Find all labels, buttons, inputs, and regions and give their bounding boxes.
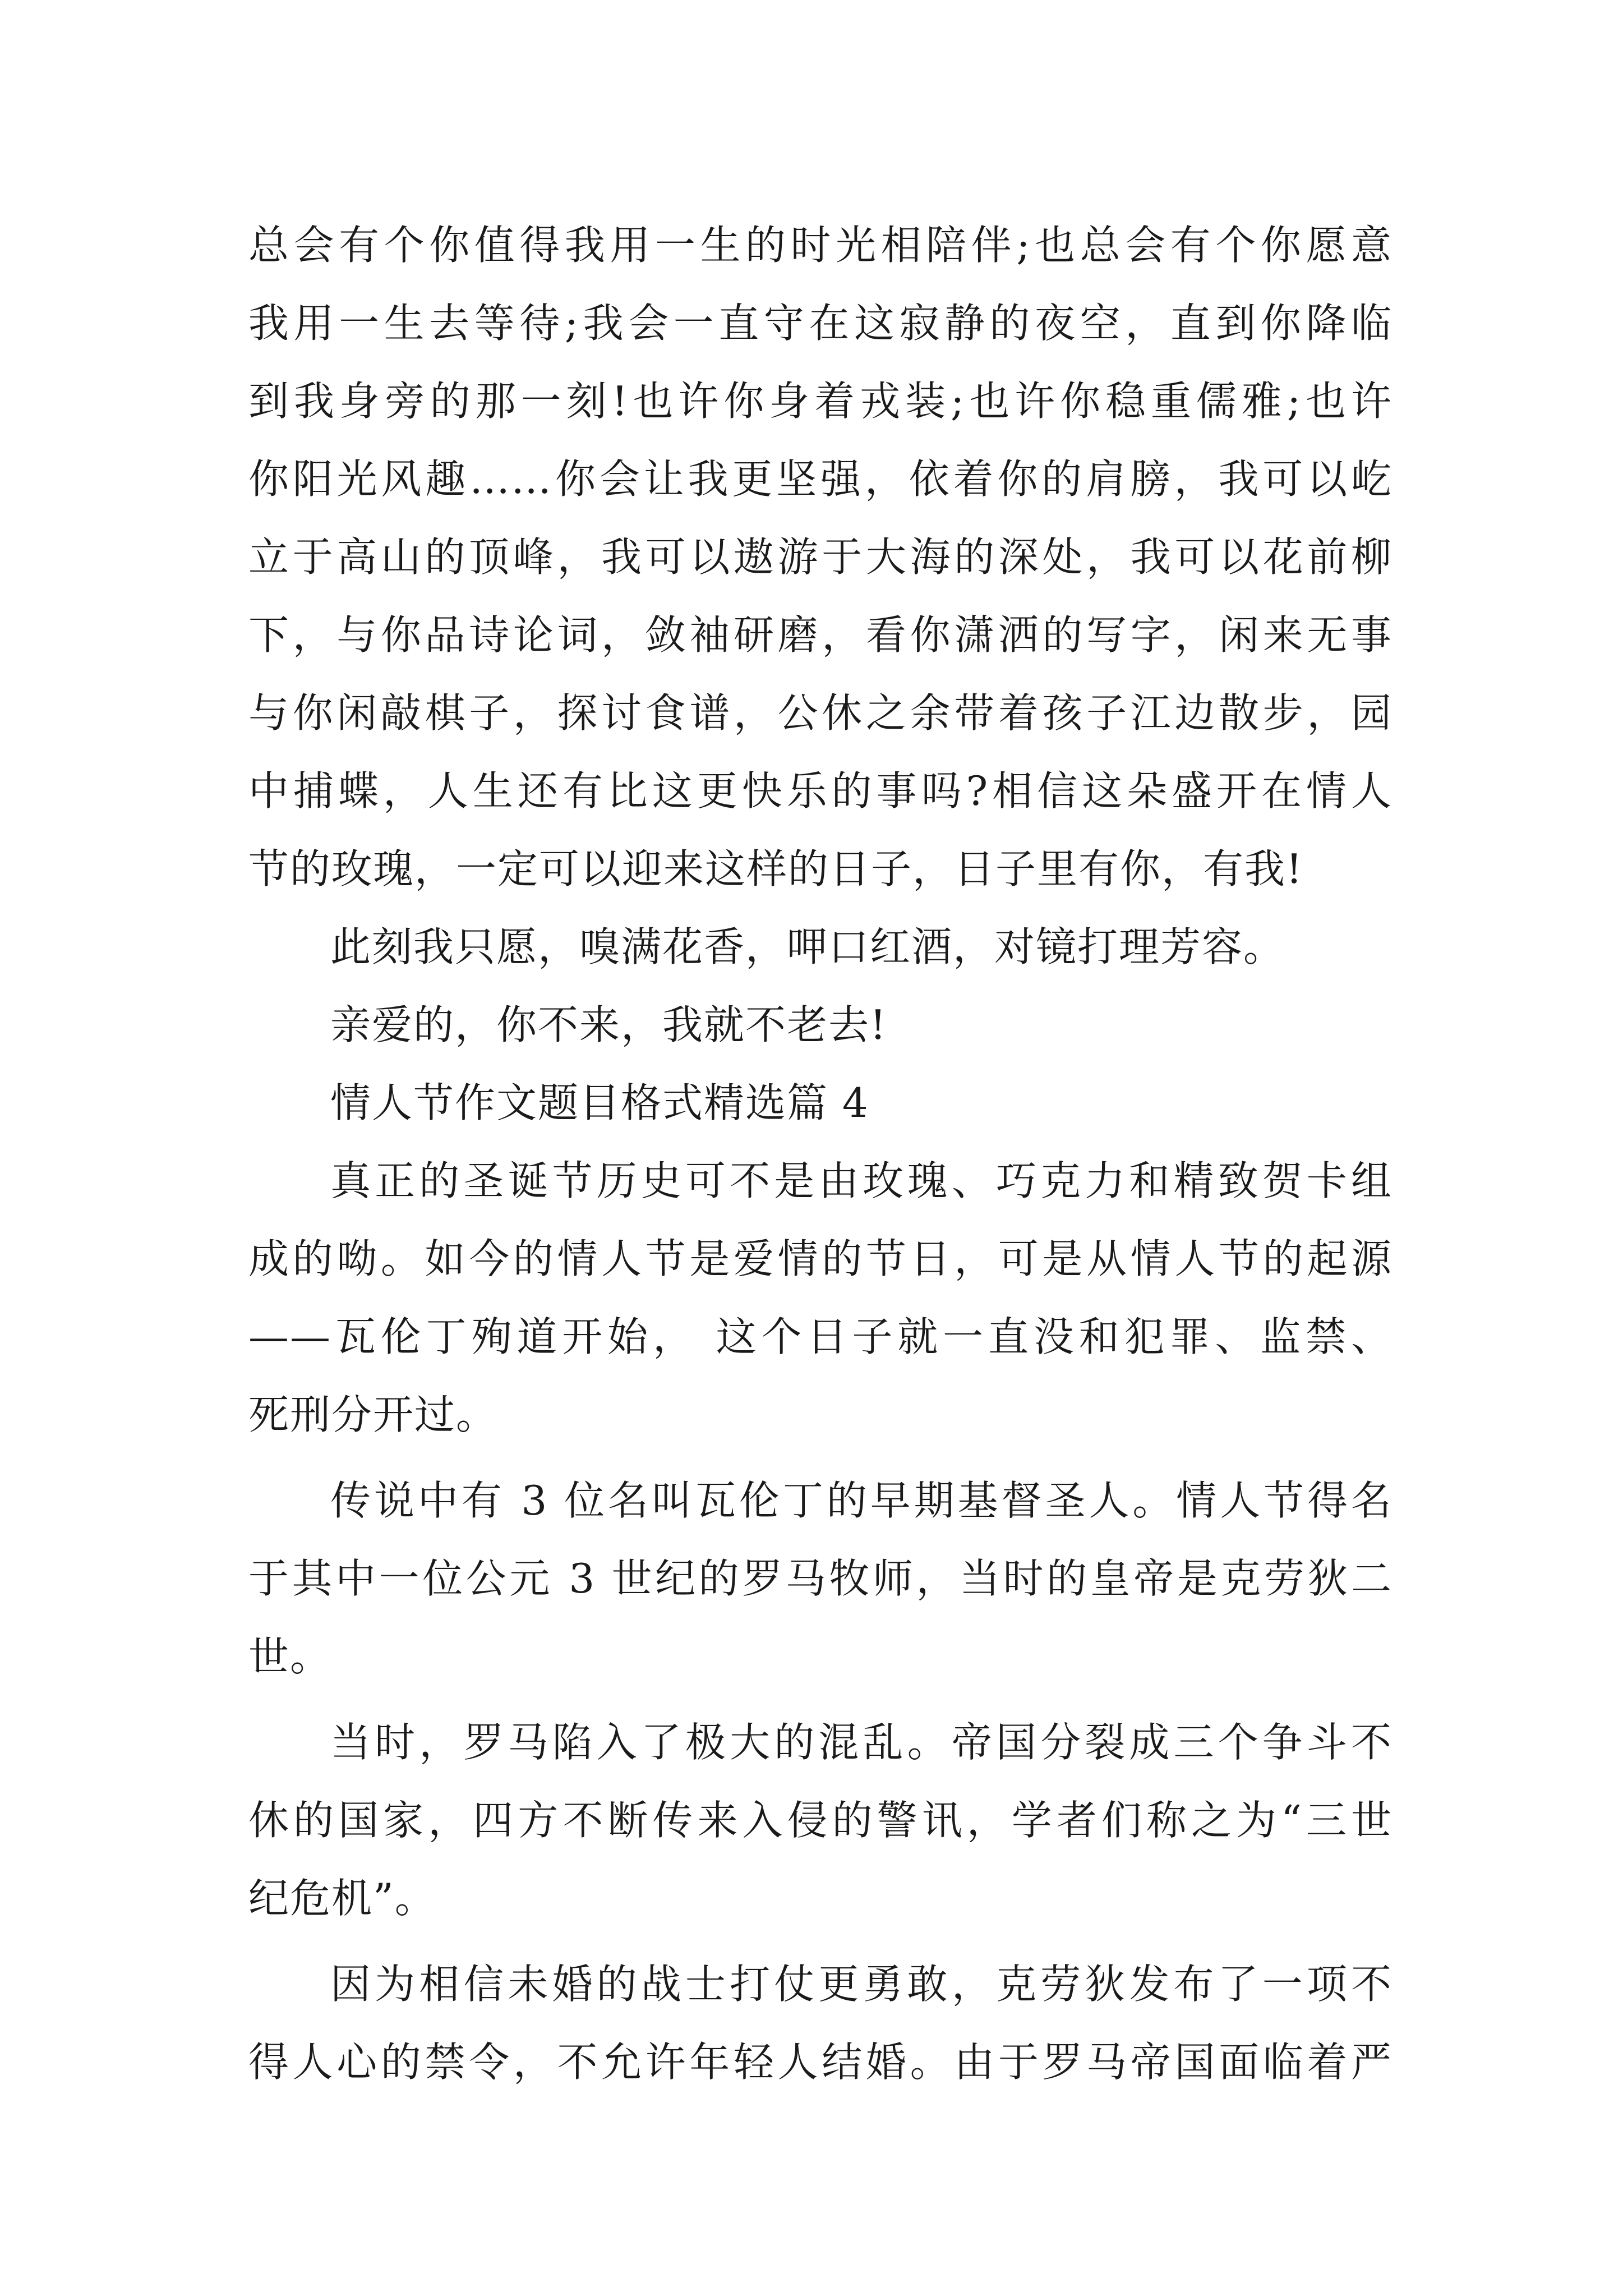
text-line: 下，与你品诗论词，敛袖研磨，看你潇洒的写字，闲来无事 xyxy=(248,611,1393,659)
paragraph xyxy=(248,908,1393,986)
section-heading xyxy=(248,1064,1393,1142)
paragraph xyxy=(248,1142,1393,1454)
document-body xyxy=(248,206,1393,2101)
text-line: 死刑分开过。 xyxy=(248,1391,498,1438)
paragraph xyxy=(248,1462,1393,1696)
text-line: 世。 xyxy=(248,1633,332,1680)
paragraph xyxy=(248,1704,1393,1938)
text-line: 中捕蝶，人生还有比这更快乐的事吗?相信这朵盛开在情人 xyxy=(248,767,1393,815)
text-line: 我用一生去等待;我会一直守在这寂静的夜空，直到你降临 xyxy=(248,300,1393,347)
text-line: 你阳光风趣……你会让我更坚强，依着你的肩膀，我可以屹 xyxy=(248,455,1393,503)
text-line: 休的国家，四方不断传来入侵的警讯，学者们称之为“三世 xyxy=(248,1797,1393,1844)
heading-text: 情人节作文题目格式精选篇 4 xyxy=(330,1079,869,1126)
text-line: 当时，罗马陷入了极大的混乱。帝国分裂成三个争斗不 xyxy=(330,1719,1393,1766)
text-line: ——瓦伦丁殉道开始， 这个日子就一直没和犯罪、监禁、 xyxy=(248,1313,1393,1360)
paragraph xyxy=(248,1945,1393,2101)
text-line: 真正的圣诞节历史可不是由玫瑰、巧克力和精致贺卡组 xyxy=(330,1157,1393,1204)
text-line: 立于高山的顶峰，我可以遨游于大海的深处，我可以花前柳 xyxy=(248,533,1393,581)
text-line: 因为相信未婚的战士打仗更勇敢，克劳狄发布了一项不 xyxy=(330,1961,1393,2008)
text-line: 到我身旁的那一刻!也许你身着戎装;也许你稳重儒雅;也许 xyxy=(248,378,1393,425)
paragraph-continued xyxy=(248,206,1393,908)
text-line: 纪危机”。 xyxy=(248,1875,436,1922)
text-line: 此刻我只愿，嗅满花香，呷口红酒，对镜打理芳容。 xyxy=(330,923,1285,970)
text-line: 总会有个你值得我用一生的时光相陪伴;也总会有个你愿意 xyxy=(248,222,1393,269)
text-line: 传说中有 3 位名叫瓦伦丁的早期基督圣人。情人节得名 xyxy=(330,1477,1393,1524)
text-line: 成的呦。如今的情人节是爱情的节日，可是从情人节的起源 xyxy=(248,1235,1393,1282)
paragraph xyxy=(248,986,1393,1064)
text-line: 与你闲敲棋子，探讨食谱，公休之余带着孩子江边散步，园 xyxy=(248,689,1393,737)
text-line: 于其中一位公元 3 世纪的罗马牧师，当时的皇帝是克劳狄二 xyxy=(248,1555,1393,1602)
text-line: 得人心的禁令，不允许年轻人结婚。由于罗马帝国面临着严 xyxy=(248,2039,1393,2086)
text-line: 亲爱的，你不来，我就不老去! xyxy=(330,1001,887,1048)
text-line: 节的玫瑰，一定可以迎来这样的日子，日子里有你，有我! xyxy=(248,845,1303,892)
